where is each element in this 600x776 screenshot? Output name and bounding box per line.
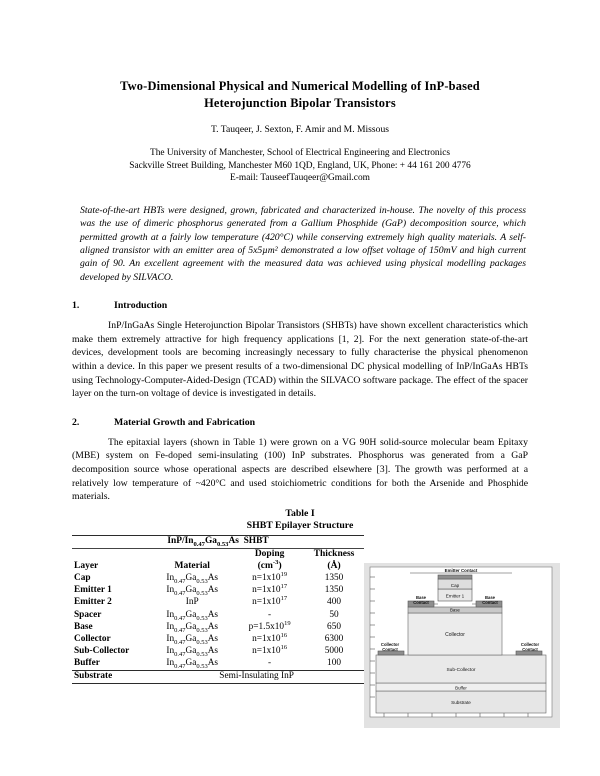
label-collector-contact-right-2: Contact bbox=[522, 646, 538, 652]
title-line-2: Heterojunction Bipolar Transistors bbox=[204, 96, 396, 110]
section-number: 1. bbox=[72, 300, 80, 312]
table-row bbox=[72, 585, 364, 597]
cell-material: $In_{0.47}Ga_{0.53}As$ bbox=[166, 585, 219, 598]
label-cap: Cap bbox=[450, 582, 460, 588]
cell-material: $In_{0.47}Ga_{0.53}As$ bbox=[166, 633, 219, 646]
cell-layer: Base bbox=[74, 621, 93, 632]
cell-doping: $p=1.5x10^{19}$ bbox=[248, 619, 291, 632]
cell-doping: - bbox=[268, 609, 272, 620]
table-row bbox=[72, 634, 364, 646]
cell-thickness: 100 bbox=[304, 658, 364, 671]
label-collector: Collector bbox=[445, 631, 465, 638]
section-title: Introduction bbox=[114, 300, 168, 312]
cell-layer: Cap bbox=[74, 572, 91, 583]
label-emitter-contact: Emitter Contact bbox=[444, 567, 478, 573]
cell-material: $In_{0.47}Ga_{0.53}As$ bbox=[166, 621, 219, 634]
article-body bbox=[72, 78, 528, 513]
col-header-doping bbox=[235, 549, 304, 573]
table-caption bbox=[72, 508, 528, 533]
device-cross-section-figure bbox=[364, 563, 560, 728]
col-header-material: Material bbox=[174, 560, 210, 571]
table-row bbox=[72, 597, 364, 609]
cell-thickness: 1350 bbox=[324, 572, 344, 583]
section-title: Material Growth and Fabrication bbox=[114, 416, 256, 428]
table-figure-block bbox=[72, 508, 540, 705]
affiliation-line-2: Sackville Street Building, Manchester M60 1QD, England, UK, Phone: + 44 161 200 4776 bbox=[129, 160, 471, 171]
cell-material: $In_{0.47}Ga_{0.53}As$ bbox=[166, 646, 219, 658]
label-emitter1: Emitter 1 bbox=[445, 593, 465, 599]
section-number: 2. bbox=[72, 416, 80, 428]
label-base-contact-left: Base bbox=[415, 594, 427, 600]
section-paragraph: InP/InGaAs Single Heterojunction Bipolar Transistors (SHBTs) have shown excellent characteristics which make them extremely attractive for high frequency applications [1, 2]. For the next generation state-of-the-art devices, development tools are becoming increasingly necessary to fully characterise the physical phenomenon within a device. In this paper we present results of a two-dimensional DC physical modelling of InP/InGaAs HBTs using Technology-Computer-Aided-Design (TCAD) within the SILVACO software package. The effect of the spacer layer on the turn-on voltage of device is investigated in details. bbox=[72, 320, 528, 400]
col-header-thickness-units: (Å) bbox=[327, 560, 341, 571]
table-caption-number: Table I bbox=[285, 508, 315, 519]
cell-doping: - bbox=[235, 658, 304, 671]
cell-material: $In_{0.47}Ga_{0.53}As$ bbox=[166, 609, 219, 622]
title-line-1: Two-Dimensional Physical and Numerical Modelling of InP-based bbox=[120, 79, 480, 93]
table-header-row bbox=[72, 549, 364, 573]
epilayer-table bbox=[72, 535, 364, 684]
cell-doping: $n=1x10^{17}$ bbox=[252, 583, 288, 596]
cell-layer: Buffer bbox=[72, 658, 149, 671]
cell-doping: $n=1x10^{16}$ bbox=[252, 644, 288, 657]
label-base: Base bbox=[449, 607, 461, 613]
affiliation bbox=[72, 147, 528, 172]
label-collector-contact-right: Collector bbox=[520, 641, 540, 647]
emitter-contact-metal bbox=[438, 575, 472, 579]
col-header-doping-label: Doping bbox=[254, 549, 285, 560]
label-sub-collector: Sub-Collector bbox=[446, 667, 476, 673]
section-introduction bbox=[72, 299, 528, 401]
col-header-doping-units: $(cm^{-3})$ bbox=[257, 558, 282, 571]
cell-material: $In_{0.47}Ga_{0.53}As$ bbox=[149, 658, 235, 671]
abstract: State-of-the-art HBTs were designed, grown, fabricated and characterized in-house. The novelty of this process was the use of dimeric phosphorus generated from a Gallium Phosphide (GaP) decomposition source, which permitted growth at a fairly low temperature (420°C) while conserving extremely high quality materials. A self-aligned transistor with an emitter area of 5x5µm² demonstrated a low offset voltage of 150mV and high current gain of 90. An excellent agreement with the measured data was achieved using physical modelling packages developed by SILVACO. bbox=[80, 204, 526, 283]
cell-material: InP bbox=[185, 597, 199, 608]
cell-thickness: 1350 bbox=[324, 585, 344, 596]
label-substrate: Substrate bbox=[451, 699, 471, 705]
author-list: T. Tauqeer, J. Sexton, F. Amir and M. Missous bbox=[211, 124, 389, 135]
table-row bbox=[72, 646, 364, 658]
cell-layer: Emitter 2 bbox=[74, 597, 112, 608]
cell-doping: $n=1x10^{19}$ bbox=[252, 570, 288, 583]
cell-layer: Collector bbox=[74, 633, 111, 644]
label-base-contact-left-2: Contact bbox=[413, 599, 429, 605]
cell-thickness: 400 bbox=[327, 597, 341, 608]
cell-thickness: 6300 bbox=[324, 633, 344, 644]
table-span-header: InP/$In_{0.47}Ga_{0.53}As$ SHBT bbox=[72, 535, 364, 548]
contact-email: E-mail: TauseefTauqeer@Gmail.com bbox=[230, 173, 370, 184]
cell-layer: Spacer bbox=[74, 609, 102, 620]
cell-material: $In_{0.47}Ga_{0.53}As$ bbox=[166, 572, 219, 585]
section-material-growth bbox=[72, 416, 528, 504]
cell-thickness: 50 bbox=[329, 609, 339, 620]
table-row bbox=[72, 573, 364, 585]
section-heading bbox=[72, 299, 528, 312]
label-buffer: Buffer bbox=[455, 685, 467, 691]
cell-doping: $n=1x10^{17}$ bbox=[252, 595, 288, 608]
label-collector-contact-left-2: Contact bbox=[382, 646, 398, 652]
table-caption-title: SHBT Epilayer Structure bbox=[246, 520, 354, 532]
table-span-header-row bbox=[72, 535, 364, 548]
table-row bbox=[72, 658, 364, 671]
cell-substrate-label: Substrate bbox=[72, 671, 149, 684]
table-and-figure-row bbox=[72, 535, 540, 705]
table-substrate-row bbox=[72, 671, 364, 684]
section-heading bbox=[72, 416, 528, 429]
section-paragraph: The epitaxial layers (shown in Table 1) were grown on a VG 90H solid-source molecular beam Epitaxy (MBE) system on Fe-doped semi-insulating (100) InP substrates. Phosphorus was generated from a GaP decomposition source whose operational aspects are described elsewhere [3]. The growth was performed at a relatively low temperature of ~420°C and used stoichiometric conditions for both the Arsenide and Phosphide materials. bbox=[72, 436, 528, 503]
table-row bbox=[72, 621, 364, 633]
col-header-thickness-label: Thickness bbox=[313, 549, 355, 560]
cell-doping: $n=1x10^{16}$ bbox=[252, 631, 288, 644]
col-header-layer: Layer bbox=[74, 560, 99, 571]
affiliation-line-1: The University of Manchester, School of Electrical Engineering and Electronics bbox=[149, 148, 451, 158]
cell-layer: Emitter 1 bbox=[74, 585, 112, 596]
page-title bbox=[72, 78, 528, 112]
hbt-structure-diagram bbox=[364, 563, 560, 728]
cell-thickness: 650 bbox=[327, 621, 341, 632]
cell-substrate-value: Semi-Insulating InP bbox=[149, 671, 364, 684]
label-base-contact-right: Base bbox=[484, 594, 496, 600]
cell-thickness: 5000 bbox=[324, 646, 344, 657]
col-header-thickness bbox=[304, 549, 364, 573]
cell-layer: Sub-Collector bbox=[74, 646, 130, 657]
table-row bbox=[72, 609, 364, 621]
label-collector-contact-left: Collector bbox=[380, 641, 400, 647]
label-base-contact-right-2: Contact bbox=[482, 599, 498, 605]
